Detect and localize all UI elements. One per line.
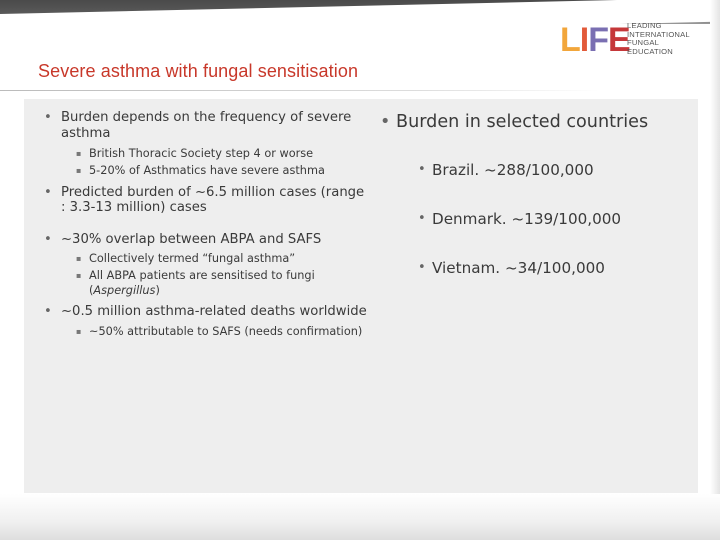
country-brazil: • Brazil. ~288/100,000	[380, 160, 700, 180]
left-bullet-list	[38, 110, 368, 340]
country-vietnam: • Vietnam. ~34/100,000	[380, 258, 700, 278]
bullet-burden-frequency: • Burden depends on the frequency of severe asthma	[38, 110, 368, 142]
slide-title: Severe asthma with fungal sensitisation	[38, 61, 359, 81]
logo-tagline-line: EDUCATION	[627, 46, 673, 56]
sub-bullet-fungal-asthma: ▪ Collectively termed “fungal asthma”	[38, 252, 368, 267]
aspergillus-italic: Aspergillus	[93, 283, 156, 297]
abpa-text-prefix: All ABPA patients are sensitised to fungi (	[89, 269, 315, 297]
logo-tagline-line: FUNGAL	[627, 38, 660, 48]
logo-letter-l: L	[560, 21, 580, 59]
bullet-predicted-burden: • Predicted burden of ~6.5 million cases (range : 3.3-13 million) cases	[38, 185, 368, 217]
title-divider	[0, 90, 600, 91]
logo-tagline-line: INTERNATIONAL	[627, 29, 690, 39]
logo-letter-i: I	[579, 21, 589, 59]
sub-bullet-safs-attributable: ▪ ~50% attributable to SAFS (needs confirmation)	[38, 325, 368, 340]
logo-mark	[560, 22, 630, 58]
logo-letter-f: F	[588, 21, 609, 59]
right-edge-shade	[710, 0, 720, 540]
life-logo	[560, 22, 710, 58]
abpa-text-suffix: )	[155, 283, 160, 297]
sub-bullet-severe-percent: ▪ 5-20% of Asthmatics have severe asthma	[38, 164, 368, 179]
logo-tagline-line: LEADING	[627, 21, 662, 30]
country-denmark: • Denmark. ~139/100,000	[380, 209, 700, 229]
bullet-abpa-safs-overlap: • ~30% overlap between ABPA and SAFS	[38, 232, 368, 248]
logo-letter-e: E	[608, 21, 630, 59]
bullet-asthma-deaths: • ~0.5 million asthma-related deaths worldwide	[38, 304, 368, 320]
sub-bullet-bts-step: ▪ British Thoracic Society step 4 or worse	[38, 147, 368, 162]
logo-tagline	[627, 22, 690, 56]
sub-bullet-abpa-sensitised	[38, 269, 368, 298]
bullet-selected-countries: • Burden in selected countries	[380, 110, 700, 134]
bottom-edge-shade	[0, 494, 720, 540]
right-bullet-list	[380, 110, 700, 278]
